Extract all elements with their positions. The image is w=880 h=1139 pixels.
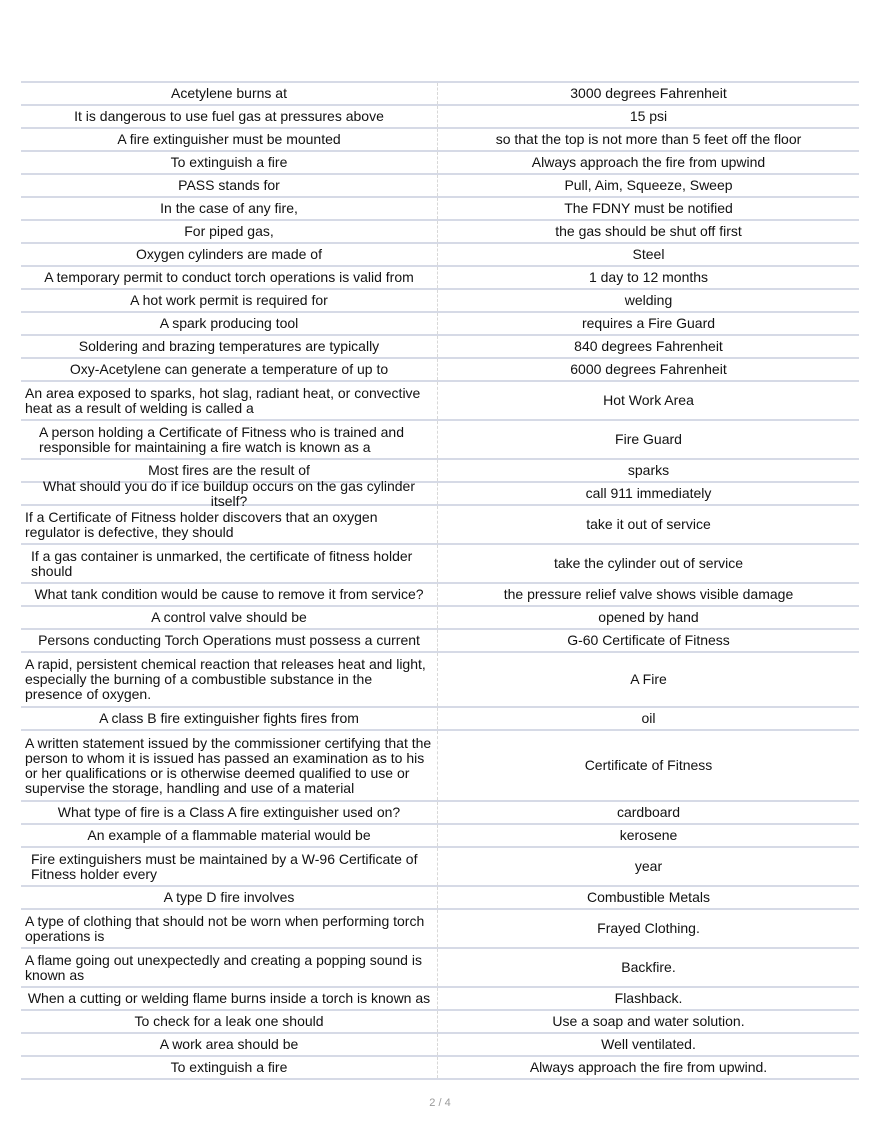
table-row	[21, 1057, 859, 1080]
table-row	[21, 910, 859, 949]
definition-cell: sparks	[627, 462, 670, 478]
definition-cell: requires a Fire Guard	[581, 315, 716, 331]
table-row	[21, 313, 859, 336]
table-row	[21, 336, 859, 359]
definition-cell: Fire Guard	[615, 431, 682, 447]
table-row	[21, 244, 859, 267]
term-cell: A class B fire extinguisher fights fires from	[21, 708, 438, 729]
term-cell: If a Certificate of Fitness holder discovers that an oxygen regulator is defective, they should	[21, 506, 438, 543]
term-cell: When a cutting or welding flame burns inside a torch is known as	[21, 988, 438, 1009]
table-row	[21, 630, 859, 653]
definition-cell: Always approach the fire from upwind	[531, 154, 766, 170]
definition-cell: A Fire	[630, 671, 667, 687]
definition-cell: Steel	[632, 246, 665, 262]
definition-cell: kerosene	[619, 827, 678, 843]
table-row	[21, 198, 859, 221]
term-cell: What should you do if ice buildup occurs on the gas cylinder itself?	[21, 483, 438, 504]
definition-cell: year	[634, 858, 663, 874]
table-row	[21, 848, 859, 887]
term-cell: A person holding a Certificate of Fitness who is trained and responsible for maintaining a fire watch is known as a	[21, 421, 438, 458]
term-cell: If a gas container is unmarked, the certificate of fitness holder should	[21, 545, 438, 582]
table-row	[21, 802, 859, 825]
table-row	[21, 653, 859, 708]
term-cell: Oxy-Acetylene can generate a temperature of up to	[21, 359, 438, 380]
term-cell: What type of fire is a Class A fire extinguisher used on?	[21, 802, 438, 823]
definition-cell: take it out of service	[586, 516, 711, 532]
term-cell: A work area should be	[21, 1034, 438, 1055]
table-row	[21, 290, 859, 313]
term-cell: It is dangerous to use fuel gas at pressures above	[21, 106, 438, 127]
term-cell: A hot work permit is required for	[21, 290, 438, 311]
term-cell: Persons conducting Torch Operations must possess a current	[21, 630, 438, 651]
table-row	[21, 106, 859, 129]
definition-cell: Certificate of Fitness	[584, 757, 713, 773]
term-cell: A type D fire involves	[21, 887, 438, 908]
table-row	[21, 1034, 859, 1057]
definition-cell: Use a soap and water solution.	[552, 1013, 745, 1029]
definition-cell: 15 psi	[629, 108, 668, 124]
definition-cell: 6000 degrees Fahrenheit	[570, 361, 727, 377]
table-row	[21, 949, 859, 988]
flashcard-table	[21, 81, 859, 1080]
table-row	[21, 83, 859, 106]
table-row	[21, 731, 859, 802]
table-row	[21, 607, 859, 630]
definition-cell: 1 day to 12 months	[588, 269, 709, 285]
term-cell: What tank condition would be cause to remove it from service?	[21, 584, 438, 605]
term-cell: A flame going out unexpectedly and creating a popping sound is known as	[21, 949, 438, 986]
definition-cell: 3000 degrees Fahrenheit	[570, 85, 727, 101]
term-cell: A temporary permit to conduct torch operations is valid from	[21, 267, 438, 288]
definition-cell: Frayed Clothing.	[597, 920, 700, 936]
term-cell: For piped gas,	[21, 221, 438, 242]
table-row	[21, 506, 859, 545]
term-cell: Acetylene burns at	[21, 83, 438, 104]
term-cell: A type of clothing that should not be worn when performing torch operations is	[21, 910, 438, 947]
table-row	[21, 221, 859, 244]
definition-cell: Pull, Aim, Squeeze, Sweep	[564, 177, 733, 193]
term-cell: To check for a leak one should	[21, 1011, 438, 1032]
term-cell: A rapid, persistent chemical reaction that releases heat and light, especially the burning of a combustible substance in the presence of oxygen.	[21, 653, 438, 706]
definition-cell: Backfire.	[621, 959, 676, 975]
page-number: 2 / 4	[429, 1097, 451, 1109]
term-cell: A fire extinguisher must be mounted	[21, 129, 438, 150]
table-row	[21, 988, 859, 1011]
definition-cell: Combustible Metals	[587, 889, 710, 905]
definition-cell: the pressure relief valve shows visible damage	[503, 586, 794, 602]
definition-cell: opened by hand	[598, 609, 699, 625]
definition-cell: Flashback.	[614, 990, 683, 1006]
definition-cell: The FDNY must be notified	[564, 200, 733, 216]
definition-cell: welding	[624, 292, 673, 308]
definition-cell: 840 degrees Fahrenheit	[574, 338, 723, 354]
term-cell: A spark producing tool	[21, 313, 438, 334]
term-cell: Soldering and brazing temperatures are typically	[21, 336, 438, 357]
definition-cell: take the cylinder out of service	[553, 555, 744, 571]
table-row	[21, 708, 859, 731]
table-row	[21, 1011, 859, 1034]
term-cell: A written statement issued by the commissioner certifying that the person to whom it is issued has passed an examination as to his or her qualifications or is otherwise deemed qualified to use or supervise the storage, handling and use of a material	[21, 731, 438, 800]
term-cell: In the case of any fire,	[21, 198, 438, 219]
definition-cell: cardboard	[616, 804, 681, 820]
term-cell: To extinguish a fire	[21, 1057, 438, 1078]
term-cell: Most fires are the result of	[21, 460, 438, 481]
term-cell: Fire extinguishers must be maintained by a W-96 Certificate of Fitness holder every	[21, 848, 438, 885]
term-cell: An area exposed to sparks, hot slag, radiant heat, or convective heat as a result of welding is called a	[21, 382, 438, 419]
table-row	[21, 175, 859, 198]
definition-cell: the gas should be shut off first	[555, 223, 742, 239]
table-row	[21, 545, 859, 584]
definition-cell: oil	[641, 710, 656, 726]
term-cell: A control valve should be	[21, 607, 438, 628]
definition-cell: Always approach the fire from upwind.	[529, 1059, 768, 1075]
table-row	[21, 359, 859, 382]
definition-cell: Well ventilated.	[601, 1036, 696, 1052]
table-row	[21, 382, 859, 421]
table-row	[21, 421, 859, 460]
table-row	[21, 887, 859, 910]
table-row	[21, 477, 859, 509]
table-row	[21, 152, 859, 175]
definition-cell: so that the top is not more than 5 feet off the floor	[495, 131, 802, 147]
term-cell: PASS stands for	[21, 175, 438, 196]
table-row	[21, 825, 859, 848]
definition-cell: G-60 Certificate of Fitness	[567, 632, 730, 648]
table-row	[21, 584, 859, 607]
term-cell: Oxygen cylinders are made of	[21, 244, 438, 265]
table-row	[21, 267, 859, 290]
definition-cell: Hot Work Area	[603, 392, 694, 408]
term-cell: To extinguish a fire	[21, 152, 438, 173]
definition-cell: call 911 immediately	[585, 485, 712, 501]
term-cell: An example of a flammable material would be	[21, 825, 438, 846]
table-row	[21, 129, 859, 152]
